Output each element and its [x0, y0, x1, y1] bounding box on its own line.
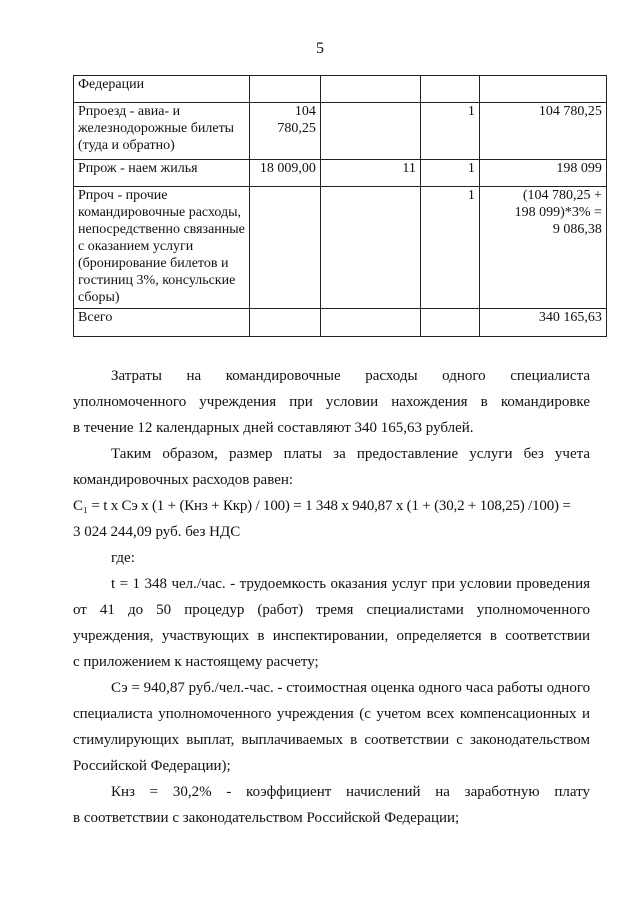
unit-cost-cell: 18 009,00 [249, 160, 320, 187]
where-label: где: [111, 550, 135, 566]
formula-block [73, 493, 590, 545]
total-cell-line: 9 086,38 [552, 222, 602, 237]
cost-item-name-line: командировочные расходы, [78, 205, 242, 220]
total-cell-line: 104 780,25 [538, 104, 602, 119]
paragraph-line: с приложением к настоящему расчету; [73, 654, 319, 670]
total-cell [479, 160, 606, 187]
total-cell-line: (104 780,25 + [522, 188, 602, 203]
paragraph-line: специалиста уполномоченного учреждения (с учетом всех компенсационных и [73, 706, 590, 722]
paragraph-hour-cost [73, 675, 590, 779]
paragraph-line: Затраты на командировочные расходы одного специалиста [111, 368, 590, 384]
unit-cost-cell [249, 187, 320, 309]
total-cell-line: 198 099)*3% = [514, 205, 602, 220]
cost-table [73, 75, 607, 337]
count-cell: 1 [420, 187, 479, 309]
table-row [74, 309, 607, 337]
cost-item-name-line: Рпроезд - авиа- и [78, 104, 181, 119]
table-row [74, 103, 607, 160]
paragraph-labor-intensity [73, 571, 590, 675]
cost-item-name [74, 309, 250, 337]
count-cell: 1 [420, 160, 479, 187]
formula-line: C₁ = t x Cэ x (1 + (Кнз + Ккр) / 100) = 1 348 x 940,87 x (1 + (30,2 + 108,25) /100) = [73, 498, 571, 514]
cost-item-name-line: с оказанием услуги [78, 239, 194, 254]
formula-result: 3 024 244,09 руб. без НДС [73, 524, 241, 540]
table-row [74, 187, 607, 309]
paragraph-line: Таким образом, размер платы за предоставление услуги без учета [111, 446, 590, 462]
paragraph-accrual-coefficient [73, 779, 590, 831]
paragraph-line: t = 1 348 чел./час. - трудоемкость оказания услуг при условии проведения [111, 576, 590, 592]
paragraph-line: уполномоченного учреждения при условии нахождения в командировке [73, 394, 590, 410]
quantity-cell [320, 187, 420, 309]
cost-item-name-line: (бронирование билетов и [78, 256, 229, 271]
total-cell [479, 76, 606, 103]
paragraph-line: в течение 12 календарных дней составляют 340 165,63 рублей. [73, 420, 474, 436]
cost-item-name-line: гостиниц 3%, консульские [78, 273, 236, 288]
cost-table-body [74, 76, 607, 337]
cost-item-name-line: Рпроч - прочие [78, 188, 168, 203]
cost-item-name-line: непосредственно связанные [78, 222, 245, 237]
paragraph-line: в соответствии с законодательством Российской Федерации; [73, 810, 460, 826]
cost-item-name-line: Федерации [78, 77, 145, 92]
table-row [74, 160, 607, 187]
where-label-block [73, 545, 590, 571]
cost-item-name-line: Всего [78, 310, 113, 325]
paragraph-line: Кнз = 30,2% - коэффициент начислений на заработную плату [111, 784, 590, 800]
paragraph-line: от 41 до 50 процедур (работ) тремя специалистами уполномоченного [73, 602, 590, 618]
paragraph-line: стимулирующих выплат, выплачиваемых в соответствии с законодательством [73, 732, 590, 748]
cost-item-name [74, 187, 250, 309]
table-row [74, 76, 607, 103]
unit-cost-cell: 104 780,25 [249, 103, 320, 160]
paragraph-line: учреждения, участвующих в инспектировании, определяется в соответствии [73, 628, 590, 644]
count-cell [420, 76, 479, 103]
paragraph-line: Российской Федерации); [73, 758, 231, 774]
cost-item-name-line: Рпрож - наем жилья [78, 161, 198, 176]
cost-item-name [74, 76, 250, 103]
cost-item-name-line: железнодорожные билеты [78, 121, 235, 136]
paragraph-line: командировочных расходов равен: [73, 472, 294, 488]
total-cell-line: 198 099 [556, 161, 602, 176]
paragraph-line: Сэ = 940,87 руб./чел.-час. - стоимостная оценка одного часа работы одного [111, 680, 591, 696]
cost-item-name-line: (туда и обратно) [78, 138, 175, 153]
paragraph-travel-costs [73, 363, 590, 441]
count-cell: 1 [420, 103, 479, 160]
cost-item-name [74, 103, 250, 160]
quantity-cell [320, 103, 420, 160]
paragraph-fee-size [73, 441, 590, 493]
total-cell [479, 103, 606, 160]
quantity-cell: 11 [320, 160, 420, 187]
unit-cost-cell [249, 309, 320, 337]
total-cell-line: 340 165,63 [538, 310, 602, 325]
total-cell [479, 309, 606, 337]
cost-item-name [74, 160, 250, 187]
page-number: 5 [316, 40, 324, 57]
cost-item-name-line: сборы) [78, 290, 120, 305]
unit-cost-cell [249, 76, 320, 103]
count-cell [420, 309, 479, 337]
quantity-cell [320, 309, 420, 337]
quantity-cell [320, 76, 420, 103]
total-cell [479, 187, 606, 309]
